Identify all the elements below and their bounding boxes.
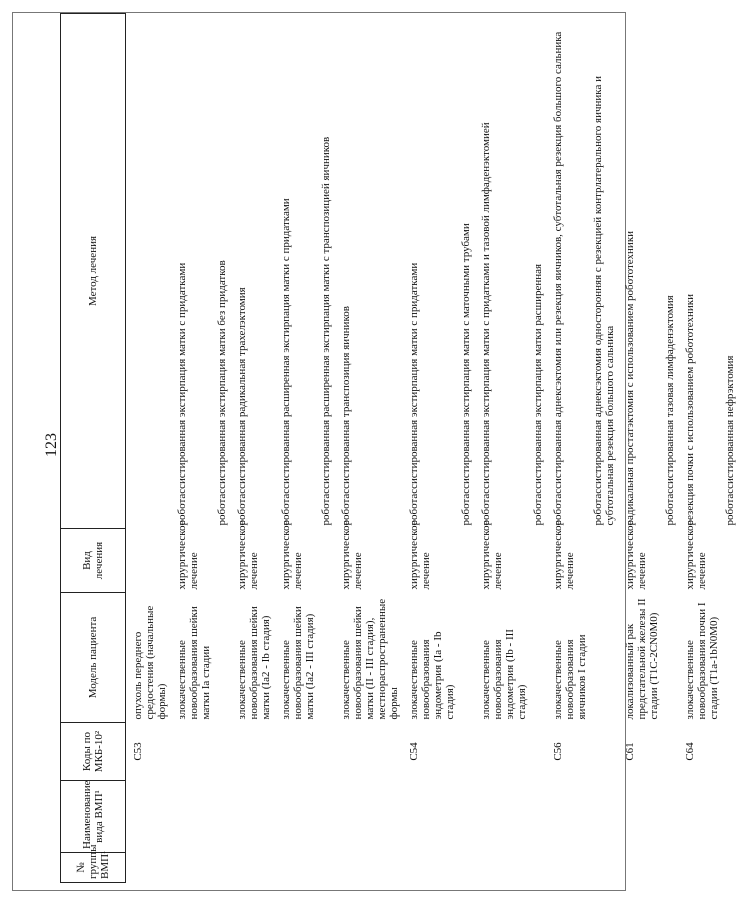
cell-icd-codes: C54 (408, 742, 420, 761)
cell-patient-model: злокачественные новообразования яичников I стадии (552, 634, 588, 720)
cell-vmp-name (318, 781, 334, 853)
cell-group-no (230, 853, 274, 883)
cell-icd-codes (590, 723, 618, 781)
cell-treatment-method (126, 14, 171, 529)
cell-treatment-type: хирургическое лечение (280, 520, 304, 590)
cell-vmp-name (722, 781, 738, 853)
cell-patient-model (214, 593, 230, 723)
cell-vmp-name (678, 781, 722, 853)
cell-treatment-method: роботассистированная экстирпация матки без придатков (216, 260, 228, 526)
cell-vmp-name (126, 781, 171, 853)
cell-group-no (402, 853, 458, 883)
cell-treatment-method: роботассистированная экстирпация матки с придатками и тазовой лимфаденэктомией (480, 122, 492, 526)
cell-icd-codes: C53 (132, 742, 144, 761)
document-sheet (60, 13, 736, 883)
cell-group-no (274, 853, 318, 883)
cell-group-no (722, 853, 738, 883)
cell-icd-codes (318, 723, 334, 781)
vmp-table (60, 13, 738, 883)
cell-patient-model (318, 593, 334, 723)
cell-treatment-method: роботассистированная транспозиция яичников (340, 306, 352, 526)
cell-treatment-type: хирургическое лечение (552, 520, 576, 590)
table-header-row (61, 14, 126, 883)
cell-patient-model: злокачественные новообразования эндометрия (Ib - III стадия) (480, 629, 528, 720)
cell-treatment-method: роботассистированная экстирпация матки с придатками (408, 262, 420, 526)
table-row (318, 14, 334, 883)
cell-group-no (334, 853, 402, 883)
table-row (590, 14, 618, 883)
table-row (274, 14, 318, 883)
cell-icd-codes: C61 (624, 742, 636, 761)
table-row (530, 14, 546, 883)
cell-group-no (170, 853, 214, 883)
header-treatment-type: Вид лечения (61, 529, 126, 593)
cell-icd-codes (474, 723, 530, 781)
cell-vmp-name (458, 781, 474, 853)
cell-icd-codes (334, 723, 402, 781)
cell-group-no (662, 853, 678, 883)
cell-vmp-name (618, 781, 662, 853)
header-group-no: № группы ВМП¹ (61, 853, 126, 883)
cell-group-no (678, 853, 722, 883)
cell-treatment-type: хирургическое лечение (684, 520, 708, 590)
cell-vmp-name (662, 781, 678, 853)
header-icd-codes: Коды по МКБ-10² (61, 723, 126, 781)
header-vmp-name: Наименование вида ВМП¹ (61, 781, 126, 853)
cell-treatment-type (126, 529, 171, 593)
header-treatment-method: Метод лечения (61, 14, 126, 529)
cell-treatment-type: хирургическое лечение (340, 520, 364, 590)
cell-icd-codes (722, 723, 738, 781)
cell-group-no (618, 853, 662, 883)
cell-treatment-type (318, 529, 334, 593)
cell-icd-codes (458, 723, 474, 781)
cell-treatment-type (722, 529, 738, 593)
cell-vmp-name (230, 781, 274, 853)
table-body (126, 14, 738, 883)
cell-treatment-type (214, 529, 230, 593)
cell-treatment-method: роботассистированная расширенная экстирпация матки с придатками (280, 198, 292, 526)
cell-group-no (590, 853, 618, 883)
cell-group-no (474, 853, 530, 883)
cell-treatment-type: хирургическое лечение (236, 520, 260, 590)
table-row (230, 14, 274, 883)
header-patient-model: Модель пациента (61, 593, 126, 723)
cell-vmp-name (402, 781, 458, 853)
cell-treatment-method: радикальная простатэктомия с использованием робототехники (624, 230, 636, 526)
cell-group-no (318, 853, 334, 883)
cell-treatment-method: роботассистированная расширенная экстирпация матки с транспозицией яичников (320, 136, 332, 526)
cell-icd-codes (274, 723, 318, 781)
cell-patient-model (590, 593, 618, 723)
table-row (722, 14, 738, 883)
cell-treatment-method: роботассистированная экстирпация матки расширенная (532, 263, 544, 526)
table-row (458, 14, 474, 883)
cell-treatment-type: хирургическое лечение (624, 520, 648, 590)
cell-patient-model (530, 593, 546, 723)
cell-group-no (530, 853, 546, 883)
cell-vmp-name (474, 781, 530, 853)
cell-treatment-method: роботассистированная тазовая лимфаденэктомия (664, 295, 676, 526)
table-row (678, 14, 722, 883)
table-row (618, 14, 662, 883)
table-row (170, 14, 214, 883)
cell-patient-model: опухоль переднего средостения (начальные формы) (132, 605, 168, 720)
cell-treatment-method: резекция почки с использованием робототехники (684, 293, 696, 526)
cell-treatment-type: хирургическое лечение (480, 520, 504, 590)
cell-patient-model (722, 593, 738, 723)
cell-treatment-type (530, 529, 546, 593)
cell-group-no (126, 853, 171, 883)
cell-treatment-method: роботассистированная экстирпация матки с маточными трубами (460, 223, 472, 526)
cell-patient-model: злокачественные новообразования шейки матки Ia стадии (176, 606, 212, 720)
cell-group-no (546, 853, 590, 883)
cell-treatment-method: роботассистированная аднексэктомия или резекция яичников, субтотальная резекция большого сальника (552, 31, 564, 526)
table-row (402, 14, 458, 883)
cell-vmp-name (170, 781, 214, 853)
cell-group-no (458, 853, 474, 883)
cell-icd-codes: C64 (684, 742, 696, 761)
cell-patient-model: злокачественные новообразования шейки матки (II - III стадия), местнораспространенные формы (340, 598, 400, 720)
cell-patient-model (458, 593, 474, 723)
cell-patient-model (662, 593, 678, 723)
cell-treatment-type (458, 529, 474, 593)
cell-treatment-type (662, 529, 678, 593)
table-row (334, 14, 402, 883)
page-number: 123 (43, 433, 60, 457)
cell-patient-model: локализованный рак предстательной железы II стадии (T1C-2CN0M0) (624, 598, 660, 720)
cell-patient-model: злокачественные новообразования шейки матки (Ia2 - Ib стадия) (236, 606, 272, 720)
cell-patient-model: злокачественные новообразования эндометрия (Ia - Ib стадия) (408, 631, 456, 720)
cell-treatment-type: хирургическое лечение (176, 520, 200, 590)
cell-treatment-method: роботассистированная аднексэктомия односторонняя с резекцией контрлатерального яичника и субтотальная резекция большого сальника (592, 76, 616, 526)
cell-icd-codes (530, 723, 546, 781)
cell-vmp-name (530, 781, 546, 853)
cell-icd-codes (214, 723, 230, 781)
cell-patient-model: злокачественные новообразования почки I стадии (T1a-1bN0M0) (684, 602, 720, 720)
cell-treatment-method: роботассистированная нефрэктомия (724, 355, 736, 526)
cell-icd-codes (662, 723, 678, 781)
cell-vmp-name (274, 781, 318, 853)
cell-patient-model: злокачественные новообразования шейки матки (Ia2 - III стадия) (280, 606, 316, 720)
cell-icd-codes (230, 723, 274, 781)
table-row (126, 14, 171, 883)
cell-vmp-name (590, 781, 618, 853)
cell-vmp-name (214, 781, 230, 853)
cell-treatment-method: роботассистированная экстирпация матки с придатками (176, 262, 188, 526)
cell-group-no (214, 853, 230, 883)
cell-vmp-name (334, 781, 402, 853)
cell-icd-codes: C56 (552, 742, 564, 761)
table-row (474, 14, 530, 883)
cell-treatment-method: роботассистированная радикальная трахелэктомия (236, 287, 248, 526)
cell-treatment-type: хирургическое лечение (408, 520, 432, 590)
cell-vmp-name (546, 781, 590, 853)
table-row (546, 14, 590, 883)
table-row (214, 14, 230, 883)
cell-icd-codes (170, 723, 214, 781)
table-row (662, 14, 678, 883)
cell-treatment-type (590, 529, 618, 593)
